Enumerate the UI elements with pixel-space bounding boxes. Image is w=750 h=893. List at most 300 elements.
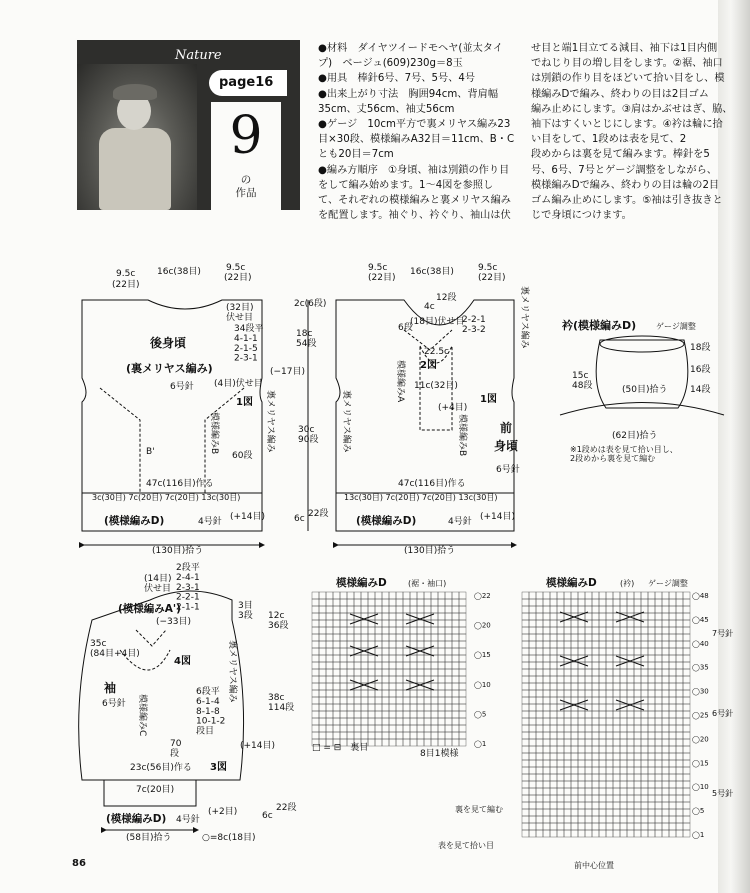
chart-d1-cell [459,620,466,627]
chart-d2-cell [578,648,585,655]
chart-d2-cell [613,592,620,599]
chart-d2-cell [606,753,613,760]
page-ref-tag: page16 [209,70,287,96]
chart-d1-cell [312,697,319,704]
chart-d2-cell [550,767,557,774]
chart-d2-cell [676,648,683,655]
chart-d2-cell [613,809,620,816]
chart-d1-cell [361,669,368,676]
front-pickup: (130目)拾う [404,546,456,556]
chart-d2-cell [641,704,648,711]
chart-d1-cell [445,648,452,655]
chart-d2-cell [599,690,606,697]
chart-d2-cell [606,669,613,676]
chart-d1-cell [396,655,403,662]
chart-d2-cell [536,795,543,802]
chart-d1-cell [375,669,382,676]
chart-d2-cell [550,788,557,795]
chart-d2-cell [543,746,550,753]
chart-d2-cell [634,606,641,613]
chart-d2-cell [627,760,634,767]
chart-d1-cell [340,676,347,683]
chart-d1-cell [424,697,431,704]
chart-d2-cell [529,627,536,634]
chart-d2-cell [557,795,564,802]
front-hem-needle: 4号針 [448,517,472,527]
chart-d1-cell [389,599,396,606]
chart-d2-cell [578,676,585,683]
chart-d2-cell [613,816,620,823]
chart-d2-cell [564,599,571,606]
chart-d1-cell [361,655,368,662]
chart-d2-cell [627,592,634,599]
chart-d2-cell [662,662,669,669]
chart-d1-cell [333,683,340,690]
collar-note: ※1段めは表を見て拾い目し、 2段めから裏を見て編む [570,445,678,463]
chart-d1-cell [417,690,424,697]
chart-d2-cell [529,634,536,641]
chart-d2-cell [536,760,543,767]
chart-d2-cell [669,627,676,634]
chart-d2-cell [536,732,543,739]
chart-d1-cell [382,620,389,627]
chart-d2-cell [585,823,592,830]
chart-d2-cell [536,788,543,795]
chart-d2-cell [627,599,634,606]
chart-d1-cell [382,613,389,620]
chart-d1-cell [403,676,410,683]
chart-d2-cell [592,662,599,669]
chart-d1-cable-mark [406,646,434,656]
chart-d2-cell [543,802,550,809]
chart-d2-cell [529,669,536,676]
chart-d2-cell [578,711,585,718]
chart-d1-cell [382,599,389,606]
chart-d2-cell [655,718,662,725]
back-pattern-b1: B' [146,447,155,457]
chart-d1-cell [424,599,431,606]
chart-d2-cell [627,690,634,697]
chart-d2-cell [627,648,634,655]
sleeve-right-38: 38c 114段 [268,693,295,713]
chart-d2-cell [550,599,557,606]
front-neck-rows: 2-2-1 2-3-2 [462,315,486,335]
chart-d1-cell [389,634,396,641]
chart-d1-cell [424,690,431,697]
chart-d1-cell [326,592,333,599]
chart-d2-cell [613,788,620,795]
chart-d1-cell [326,662,333,669]
chart-d1-cell [445,711,452,718]
chart-d1-cell [368,739,375,746]
chart-d2-cell [606,823,613,830]
chart-d2-cell [599,641,606,648]
chart-d2-cell [627,788,634,795]
chart-d2-cell [522,788,529,795]
chart-d2-cell [613,746,620,753]
back-diagram-label: 1図 [236,397,253,408]
chart-d2-needle-label: 6号針 [712,709,734,718]
chart-d1-cell [340,641,347,648]
back-hem-needle: 4号針 [198,517,222,527]
chart-d2-cell [683,816,690,823]
chart-d2-cell [620,676,627,683]
chart-d2-cell [550,711,557,718]
chart-d1-cell [382,648,389,655]
chart-d2-cell [648,711,655,718]
chart-d1-cell [354,711,361,718]
chart-d2-cell [564,795,571,802]
chart-d2-cell [578,830,585,837]
chart-d2-cell [676,767,683,774]
chart-d1-cell [382,669,389,676]
chart-d2-cell [669,620,676,627]
back-top-mid: 16c(38目) [157,267,201,277]
chart-d2-cell [648,669,655,676]
chart-d2-cell [662,739,669,746]
chart-d1-cell [312,690,319,697]
chart-d1-cell [361,718,368,725]
chart-d1-cell [417,704,424,711]
chart-d2-cell [648,655,655,662]
chart-d2-cell [550,676,557,683]
chart-d1-cell [312,634,319,641]
chart-d1-cell [410,669,417,676]
chart-d1-cell [375,627,382,634]
chart-d1-cell [312,662,319,669]
chart-d2-cell [571,725,578,732]
chart-d2-cell [564,809,571,816]
chart-d2-cell [648,823,655,830]
chart-d2-cell [634,718,641,725]
chart-d2-cell [536,648,543,655]
chart-d1-cell [375,739,382,746]
chart-d2-cell [613,802,620,809]
chart-d2-cell [592,760,599,767]
chart-d2-cell [655,823,662,830]
instructions-col1-line: 35cm、丈56cm、袖丈56cm [318,103,455,115]
chart-d1-cell [354,592,361,599]
chart-d2-cell [536,655,543,662]
chart-d2-cell [655,753,662,760]
chart-d2-cell [599,620,606,627]
chart-d2-cell [599,592,606,599]
chart-d2-cell [564,627,571,634]
chart-d2-cell [662,760,669,767]
chart-d1-cell [382,739,389,746]
chart-d2-cell [543,725,550,732]
chart-d2-cell [543,816,550,823]
chart-d2-cell [536,823,543,830]
nature-title: Nature [175,48,222,63]
chart-d1-cell [326,725,333,732]
chart-d2-cell [655,704,662,711]
chart-d2-cell [585,795,592,802]
chart-d2-cell [592,690,599,697]
chart-d2-cell [592,599,599,606]
work-suffix: の 作品 [235,174,257,199]
chart-d1-cell [403,592,410,599]
chart-d2-cell [620,767,627,774]
chart-d1-cell [340,711,347,718]
chart-d2-cell [564,802,571,809]
sleeve-hem-plus: (+2目) [208,807,238,817]
chart-d2-cell [641,795,648,802]
chart-d2-cell [655,669,662,676]
chart-d2-cell [613,781,620,788]
chart-d2-cell [676,774,683,781]
chart-d1-cell [417,641,424,648]
chart-d2-cell [550,606,557,613]
chart-d2-cell [613,795,620,802]
chart-d2-cell [669,725,676,732]
chart-d2-cell [592,802,599,809]
front-pattern-b: 模様編みB [457,414,467,457]
chart-d2-grid [522,592,733,839]
chart-d1-cell [410,739,417,746]
chart-d1-cell [438,676,445,683]
chart-d1-cell [452,704,459,711]
chart-d2-cell [529,725,536,732]
chart-d1-cell [340,690,347,697]
chart-d2-cell [564,739,571,746]
chart-d1-cell [396,613,403,620]
sleeve-d70: 70 段 [170,739,182,759]
chart-d2-cell [634,781,641,788]
chart-d1-cell [333,704,340,711]
chart-d2-cell [620,718,627,725]
chart-d2-cell [585,774,592,781]
chart-d1-cell [368,690,375,697]
chart-d2-cell [536,669,543,676]
chart-d2-cell [543,718,550,725]
chart-d2-cell [543,753,550,760]
instructions-col2-line: 様編みDで編み、終わりの目は2目ゴム [531,88,709,100]
chart-d2-cell [543,781,550,788]
chart-d1-cell [452,634,459,641]
chart-d2-cell [620,774,627,781]
chart-d2-cell [676,676,683,683]
chart-d1-cell [326,704,333,711]
chart-d2-cell [648,725,655,732]
chart-d2-cell [543,613,550,620]
chart-d2-cell [536,599,543,606]
chart-d1-cell [319,599,326,606]
chart-d2-cell [606,704,613,711]
chart-d1-cell [312,592,319,599]
chart-d2-cell [683,732,690,739]
chart-d2-cell [634,627,641,634]
chart-d2-cell [620,592,627,599]
chart-d2-cell [571,718,578,725]
chart-d1-cell [326,732,333,739]
instructions-col1-line: とも20目＝7cm [318,149,394,161]
chart-d2-cell [669,823,676,830]
front-chart-11: 11c(32目) [414,381,458,391]
chart-d1-cell [347,690,354,697]
chart-d2-cell [676,704,683,711]
chart-d2-cell [669,683,676,690]
chart-d2-cell [606,809,613,816]
chart-d2-cell [676,690,683,697]
chart-d2-cell [655,760,662,767]
chart-d2-cell [683,753,690,760]
chart-d2-cell [627,816,634,823]
chart-d1-cell [326,641,333,648]
chart-d2-cell [571,753,578,760]
chart-d2-cell [578,816,585,823]
sleeve-right-12: 12c 36段 [268,611,289,631]
chart-d1-cell [368,711,375,718]
sleeve-hem-6: 6c [262,811,273,821]
chart-d2-cell [536,676,543,683]
chart-d1-cell [326,655,333,662]
chart-d2-cell [648,781,655,788]
chart-d1-cell [389,606,396,613]
chart-d1-cell [319,683,326,690]
chart-d2-cell [627,830,634,837]
chart-d2-cell [592,753,599,760]
chart-d1-cell [333,648,340,655]
chart-d2-cell [676,599,683,606]
chart-d2-cell [648,795,655,802]
chart-d2-cell [599,760,606,767]
chart-d2-cell [662,788,669,795]
chart-d2-cell [669,732,676,739]
chart-d2-cell [543,683,550,690]
chart-d2-cell [557,599,564,606]
chart-d2-cell [571,676,578,683]
chart-d2-cell [648,676,655,683]
chart-d2-cell [543,634,550,641]
chart-d1-cell [410,732,417,739]
chart-d2-cell [627,725,634,732]
chart-d2-cell [648,774,655,781]
chart-d1-cell [354,725,361,732]
chart-d2-cell [571,823,578,830]
chart-d2-cell [592,641,599,648]
chart-d2-cell [550,648,557,655]
chart-d1-cell [438,711,445,718]
chart-d1-cell [410,662,417,669]
chart-d2-cell [564,788,571,795]
chart-d2-cell [655,648,662,655]
chart-d1-cell [438,634,445,641]
back-top-right-rows: (22目) [224,273,252,283]
chart-d2-cell [669,655,676,662]
chart-d2-cell [592,781,599,788]
chart-d2-cell [655,599,662,606]
chart-d2-cell [606,634,613,641]
chart-d2-cell [599,774,606,781]
chart-d2-cell [648,606,655,613]
chart-d2-cell [522,774,529,781]
chart-d1-cell [326,697,333,704]
chart-d1-cell [340,620,347,627]
chart-d1-cell [452,599,459,606]
chart-d1-cell [431,606,438,613]
chart-d2-cell [557,711,564,718]
chart-d1-cell [452,655,459,662]
chart-d2-cell [655,627,662,634]
chart-d2-cell [522,620,529,627]
chart-d2-cell [592,809,599,816]
chart-d2-row-label: ◯45 [692,615,709,624]
chart-d2-cell [571,648,578,655]
chart-d1-cell [347,704,354,711]
chart-d2-cell [669,816,676,823]
chart-d2-cell [655,816,662,823]
chart-d1-cell [368,606,375,613]
chart-d2-cell [676,830,683,837]
chart-d2-cell [648,732,655,739]
chart-d2-cell [620,816,627,823]
chart-d2-cell [585,592,592,599]
chart-d2-cell [641,767,648,774]
front-top-left: 9.5c [368,263,388,273]
chart-d1-cell [389,627,396,634]
chart-d1-cell [438,662,445,669]
chart-d2-cell [564,781,571,788]
instructions-col1-line: ●ゲージ 10cm平方で裏メリヤス編み23 [318,119,511,131]
chart-d2-cell [564,620,571,627]
sleeve-pickup: (58目)拾う [126,833,172,843]
chart-d2-cell [620,753,627,760]
front-neck-18: (18目)伏せ目 [410,317,465,327]
chart-d2-cell [606,662,613,669]
chart-d1-cell [312,725,319,732]
sleeve-incr: 6段平 6-1-4 8-1-8 10-1-2 段目 [196,687,226,737]
chart-d1-cell [340,704,347,711]
chart-d1-cell [382,683,389,690]
chart-d2-cell [606,725,613,732]
chart-d1-cell [459,599,466,606]
chart-d2-cell [641,788,648,795]
chart-d1-cell [438,690,445,697]
chart-d2-cell [536,767,543,774]
chart-d2-cell [676,823,683,830]
chart-d2-cell [578,739,585,746]
chart-d2-cell [599,704,606,711]
chart-d2-cell [592,732,599,739]
chart-d2-cell [550,725,557,732]
chart-d2-cell [606,606,613,613]
chart-d2-cell [620,620,627,627]
chart-d1-cell [382,711,389,718]
chart-d2-cell [683,760,690,767]
sleeve-title: 袖 [104,681,117,695]
chart-d2-cell [620,606,627,613]
chart-d2-cell [529,732,536,739]
chart-d1-cell [319,641,326,648]
chart-d2-cell [662,613,669,620]
chart-d2-cell [655,788,662,795]
chart-d2-cell [648,767,655,774]
chart-d2-cell [620,711,627,718]
sleeve-pattern-a: (模様編みA') [118,603,181,615]
chart-d2-cell [557,788,564,795]
chart-d2-cell [550,634,557,641]
chart-d1-cell [312,627,319,634]
chart-d1-cell [326,669,333,676]
sleeve-top-rows: 2段平 2-4-1 2-3-1 2-2-1 2-1-1 [176,563,200,613]
chart-d2-cell [669,774,676,781]
chart-d1-cell [403,697,410,704]
back-hem-6: 6c [294,514,305,524]
chart-d2-cell [683,620,690,627]
chart-d2-cell [655,690,662,697]
chart-d2-cell [543,690,550,697]
